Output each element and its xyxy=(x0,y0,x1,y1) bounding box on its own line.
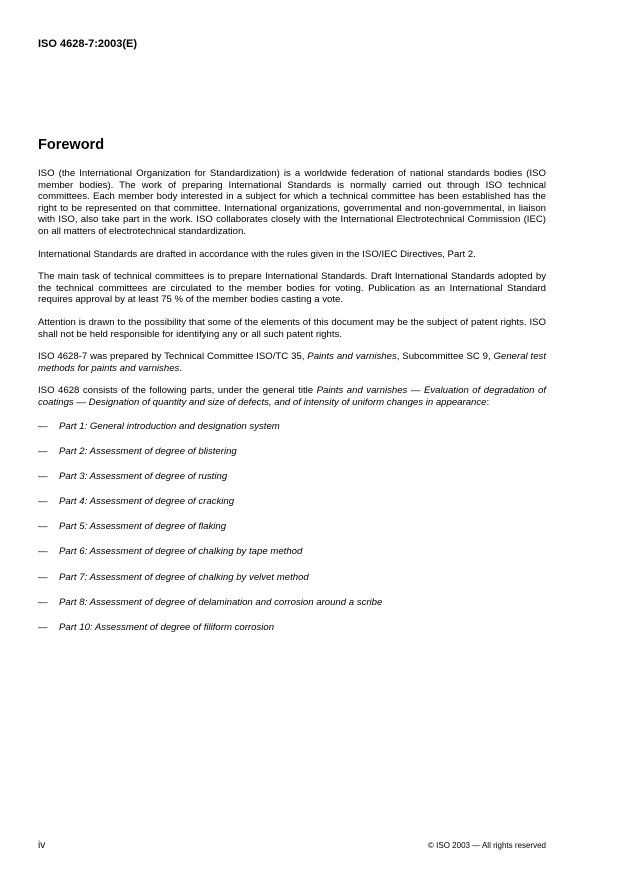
copyright-notice: © ISO 2003 — All rights reserved xyxy=(428,841,546,850)
list-item xyxy=(38,572,546,597)
part-title: Part 1: General introduction and designation system xyxy=(59,420,280,432)
part-title: Part 5: Assessment of degree of flaking xyxy=(59,521,227,533)
paragraph-patent-notice: Attention is drawn to the possibility that some of the elements of this document may be the subject of patent rights. ISO shall not be held responsible for identifying any or all such patent rights. xyxy=(38,316,546,340)
dash: — xyxy=(38,521,48,533)
list-item xyxy=(38,446,546,471)
part-title: Part 3: Assessment of degree of rusting xyxy=(59,470,228,482)
part-title: Part 6: Assessment of degree of chalking by tape method xyxy=(59,546,303,558)
general-title: Paints and varnishes — Evaluation of degradation of coatings — Designation of quantity and size of defects, and of intensity of uniform changes in appearance xyxy=(38,385,546,408)
dash: — xyxy=(38,420,48,432)
part-title: Part 4: Assessment of degree of cracking xyxy=(59,496,235,508)
page-title: Foreword xyxy=(38,137,105,153)
dash: — xyxy=(38,546,48,558)
list-item xyxy=(38,421,546,446)
paragraph-drafting-rules: International Standards are drafted in accordance with the rules given in the ISO/IEC Directives, Part 2. xyxy=(38,248,476,260)
paragraph-prepared-by xyxy=(38,351,546,374)
list-item xyxy=(38,622,546,647)
foreword-body xyxy=(38,168,546,647)
part-title: Part 2: Assessment of degree of blistering xyxy=(59,445,237,457)
dash: — xyxy=(38,496,48,508)
subcommittee-title: General test methods for paints and varnishes xyxy=(38,351,547,374)
dash: — xyxy=(38,596,48,608)
text-segment: ISO 4628 consists of the following parts, under the general title xyxy=(38,385,317,397)
paragraph-committee-task: The main task of technical committees is to prepare International Standards. Draft International Standards adopted by the technical committees are circulated to the member bodies for voting. Publication as an International Standard requires approval by at least 75 % of the member bodies casting a vote. xyxy=(38,271,546,306)
paragraph-parts-intro xyxy=(38,385,546,408)
dash: — xyxy=(38,622,48,633)
list-item xyxy=(38,496,546,521)
text-segment: . xyxy=(179,362,182,374)
part-title: Part 10: Assessment of degree of filiform corrosion xyxy=(59,622,275,633)
list-item xyxy=(38,471,546,496)
part-title: Part 7: Assessment of degree of chalking by velvet method xyxy=(59,571,309,583)
part-title: Part 8: Assessment of degree of delamination and corrosion around a scribe xyxy=(59,596,383,608)
list-item xyxy=(38,546,546,571)
paragraph-iso-intro: ISO (the International Organization for Standardization) is a worldwide federation of national standards bodies (ISO member bodies). The work of preparing International Standards is normally carried out through ISO technical committees. Each member body interested in a subject for which a technical committee has been established has the right to be represented on that committee. International organizations, governmental and non-governmental, in liaison with ISO, also take part in the work. ISO collaborates closely with the International Electrotechnical Commission (IEC) on all matters of electrotechnical standardization. xyxy=(38,168,546,237)
document-id: ISO 4628-7:2003(E) xyxy=(38,38,138,50)
page-number: iv xyxy=(38,840,46,851)
dash: — xyxy=(38,571,48,583)
text-segment: ISO 4628-7 was prepared by Technical Committee ISO/TC 35, xyxy=(38,351,308,363)
dash: — xyxy=(38,470,48,482)
parts-list xyxy=(38,421,546,648)
text-segment: : xyxy=(486,396,490,408)
list-item xyxy=(38,597,546,622)
dash: — xyxy=(38,445,48,457)
text-segment: , Subcommittee SC 9, xyxy=(396,351,494,363)
list-item xyxy=(38,521,546,546)
committee-title: Paints and varnishes xyxy=(307,351,397,363)
